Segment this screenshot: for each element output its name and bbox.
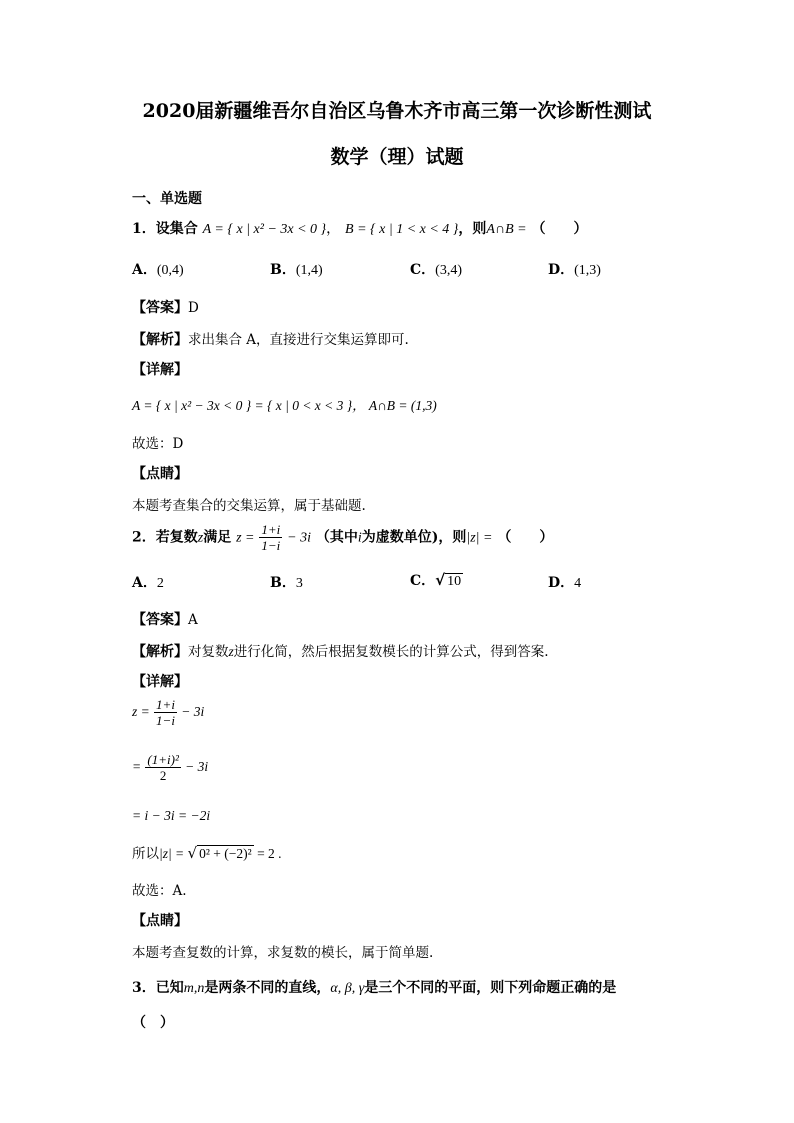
question-3-paren: （ ） — [132, 1015, 174, 1031]
question-1-stem: 1．设集合 A = { x | x² − 3x < 0 }， B = { x | 1 < x < 4 }，则A∩B = （ ） — [132, 221, 588, 237]
q2-choose: 故选：A. — [132, 883, 187, 899]
q2-detail-tag: 【详解】 — [132, 674, 188, 690]
radical-sign: √ — [435, 571, 446, 589]
q2-step-3: = i − 3i = −2i — [132, 808, 211, 823]
q1-option-d: D．(1,3) — [548, 262, 601, 278]
q2-option-d: D．4 — [548, 575, 582, 591]
q1-option-b: B．(1,4) — [270, 262, 323, 278]
radical-sign: √ — [187, 844, 198, 862]
q2-step-1: z = $\frac{1+i}{1-i}$ − 3i — [132, 697, 205, 728]
exam-subtitle: 数学（理）试题 — [330, 146, 464, 168]
intersection-ask: A∩B = — [486, 222, 527, 237]
question-number: 1． — [132, 221, 156, 237]
q1-detail: A = { x | x² − 3x < 0 } = { x | 0 < x < 3 }， A∩B = (1,3) — [132, 398, 437, 413]
q1-detail-tag: 【详解】 — [132, 362, 188, 378]
q2-comment: 本题考查复数的计算，求复数的模长，属于简单题. — [132, 945, 434, 961]
q1-option-a: A．(0,4) — [132, 262, 184, 278]
q2-option-b: B．3 — [270, 575, 303, 591]
q2-step-4: 所以|z| = √ 0² + (−2)² = 2 . — [132, 844, 282, 862]
q1-analysis: 【解析】求出集合 A，直接进行交集运算即可. — [132, 332, 409, 348]
set-b-def: B = { x | 1 < x < 4 } — [345, 222, 459, 237]
q2-comment-tag: 【点睛】 — [132, 913, 188, 929]
set-a-def: A = { x | x² − 3x < 0 } — [202, 222, 327, 237]
q2-answer: 【答案】A — [132, 612, 198, 628]
q1-comment-tag: 【点睛】 — [132, 466, 188, 482]
question-3-stem: 3．已知m,n是两条不同的直线，α, β, γ是三个不同的平面，则下列命题正确的是 — [132, 980, 617, 996]
question-2-stem: 2．若复数z满足 z = $\frac{1+i}{1-i}$ − 3i （其中i为虚数单位)，则|z| = （ ） — [132, 522, 554, 553]
fraction: $\frac{1+i}{1-i}$ — [261, 522, 281, 553]
q2-analysis: 【解析】对复数z进行化简，然后根据复数模长的计算公式，得到答案. — [132, 644, 549, 660]
q1-choose: 故选：D — [132, 436, 184, 452]
q1-comment: 本题考查集合的交集运算，属于基础题. — [132, 498, 366, 514]
q1-option-c: C．(3,4) — [410, 262, 462, 278]
q2-option-a: A．2 — [132, 575, 164, 591]
exam-title: 2020届新疆维吾尔自治区乌鲁木齐市高三第一次诊断性测试 — [142, 100, 652, 122]
q2-option-c: C．√ 10 — [410, 571, 462, 589]
q1-answer: 【答案】D — [132, 300, 199, 316]
section-heading: 一、单选题 — [132, 191, 202, 207]
q2-step-2: = $\frac{\text{(1+i)²}}{2}$ − 3i — [132, 752, 209, 783]
